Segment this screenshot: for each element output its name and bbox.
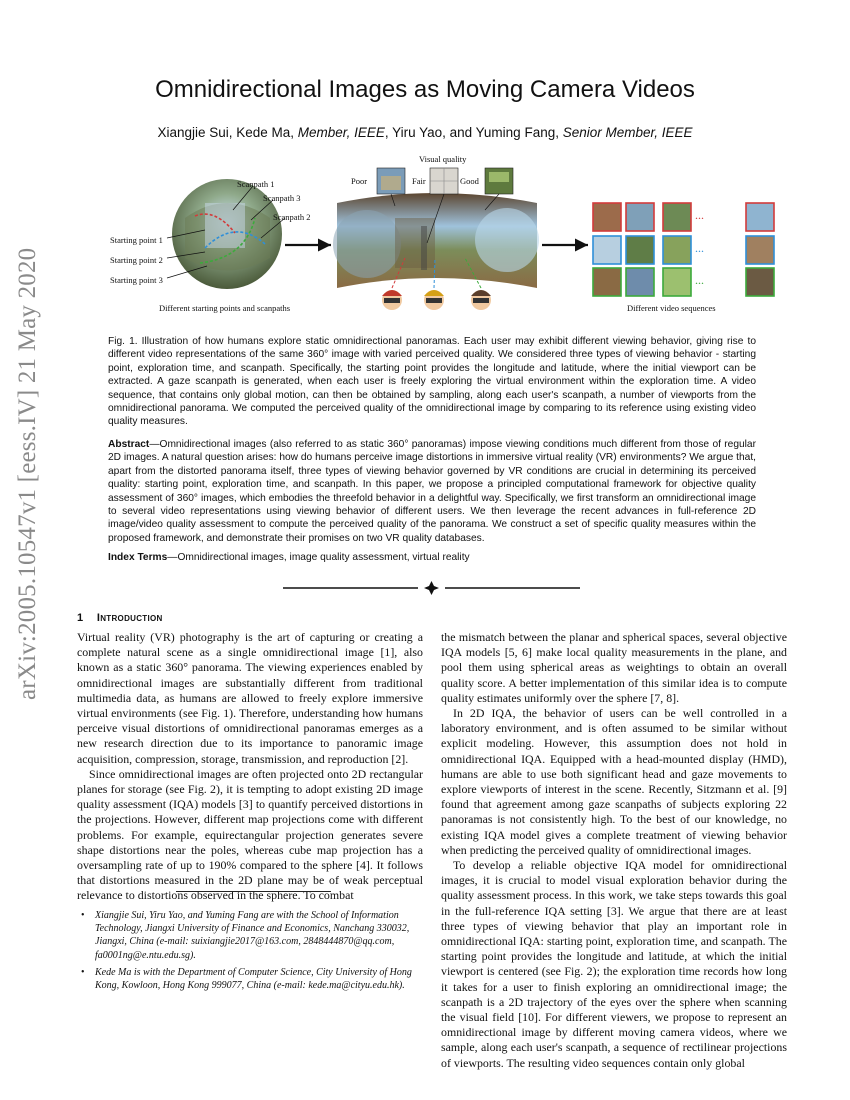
scanpath-3-label: Scanpath 3 <box>263 193 301 203</box>
left-paragraph-1: Virtual reality (VR) photography is the art of capturing or creating a complete natural scene as a single omnidirectional image [1], also known as a static 360° panorama. The viewing experiences enabled by omnidirectional images are substantially different from traditional multimedia data, as humans are allowed to freely explore immersive virtual environments (see Fig. 1). Therefore, understanding how humans perceive visual distortions of omnidirectional panoramas emerges as a new research direction due to its importance to panoramic image acquisition, compression, storage, transmission, and reproduction [2]. <box>77 630 423 766</box>
index-terms <box>108 552 756 563</box>
quality-fair-label: Fair <box>412 176 426 186</box>
footnote-1: • Xiangjie Sui, Yiru Yao, and Yuming Fang are with the School of Information Technology, Jiangxi University of Finance and Economics, Nanchang 330032, Jiangxi, China (e-mail: suixiangjie2017@163.com, 2848444870@qq.com, fa0001ng@e.ntu.edu.sg). <box>95 909 423 962</box>
right-paragraph-3: To develop a reliable objective IQA model for omnidirectional images, it is crucial to model visual exploration behavior during the quality assessment process. In this work, we take steps towards this goal in the full-reference IQA setting [3]. We argue that there are at least three types of viewing behavior that play an important role in omnidirectional IQA: starting point, exploration time, and scanpath. The starting point provides the longitude and latitude, at which the initial viewport is centered (see Fig. 2); the exploration time records how long it takes for a user to finish exploring an omnidirectional image; the scanpath is a 2D trajectory of the eyes over the sphere when scanning the visual field [10]. For different viewers, we propose to represent an omnidirectional image by different moving camera videos, where we sample, along each user's scanpath, a sequence of rectilinear projections of viewports. The resulting video sequences contain only global <box>441 858 787 1070</box>
section-heading <box>77 612 163 624</box>
ellipsis-blue: ... <box>695 241 704 255</box>
scanpath-1-label: Scanpath 1 <box>237 179 275 189</box>
visual-quality-label: Visual quality <box>419 154 467 164</box>
figure-1 <box>105 148 780 320</box>
authors-part2: , Yiru Yao, and Yuming Fang, <box>384 125 563 140</box>
starting-points-caption: Different starting points and scanpaths <box>159 303 291 313</box>
arxiv-side-stamp: arXiv:2005.10547v1 [eess.IV] 21 May 2020 <box>14 247 41 700</box>
left-column <box>77 630 423 904</box>
left-paragraph-2: Since omnidirectional images are often projected onto 2D rectangular planes for storage (see Fig. 2), it is tempting to adopt existing 2D image quality assessment (IQA) models [3] to quantify perceived distortions in the projections. However, different map projections come with different problems. For example, equirectangular projection generates severe shape distortions near the poles, whereas cube map projection has a oversampling rate of up to 190% compared to the sphere [4]. It follows that distortions measured in the 2D plane may be of weak perceptual relevance to distortions observed in the sphere. To combat <box>77 766 423 903</box>
abstract <box>108 438 756 545</box>
right-paragraph-1: the mismatch between the planar and spherical spaces, several objective IQA models [5, 6] make local quality measurements in the plane, and pool them using spherical areas as weightings to obtain an overall quality score. A better implementation of this similar idea is to compute quality estimates uniformly over the sphere [7, 8]. <box>441 630 787 705</box>
paper-title: Omnidirectional Images as Moving Camera Videos <box>155 76 695 103</box>
ma-role: Member, IEEE <box>297 125 385 140</box>
abstract-text: —Omnidirectional images (also referred to as static 360° panoramas) impose viewing conditions much different from those of regular 2D images. A natural question arises: how do humans perceive image distortions in immersive virtual reality (VR) environments? We argue that, apart from the distorted panorama itself, three types of viewing behavior governed by VR conditions are crucial in determining its perceived quality: starting point, exploration time, and scanpath. In this paper, we propose a principled computational framework for objective quality assessment of 360° images, which embodies the threefold behavior in a delightful way. Specifically, we first transform an omnidirectional image to several video representations using viewing behavior of different users. We then leverage the recent advances in full-reference 2D image/video quality assessment to compute the perceived quality of the panorama. We construct a set of specific quality measures within the proposed framework, and demonstrate their promises on two VR quality databases. <box>108 439 756 544</box>
fang-role: Senior Member, IEEE <box>562 125 693 140</box>
starting-point-3-label: Starting point 3 <box>110 275 163 285</box>
footnote-2: • Kede Ma is with the Department of Computer Science, City University of Hong Kong, Kowloon, Hong Kong 999077, China (e-mail: kede.ma@cityu.edu.hk). <box>95 966 423 992</box>
video-sequences-caption: Different video sequences <box>627 303 716 313</box>
footnotes <box>77 909 423 996</box>
ellipsis-red: ... <box>695 208 704 222</box>
quality-poor-label: Poor <box>351 176 368 186</box>
quality-good-label: Good <box>460 176 479 186</box>
starting-point-1-label: Starting point 1 <box>110 235 163 245</box>
scanpath-2-label: Scanpath 2 <box>273 212 311 222</box>
section-title: Introduction <box>96 612 163 624</box>
figure-caption: Fig. 1. Illustration of how humans explore static omnidirectional panoramas. Each user may exhibit different viewing behavior, giving rise to different video representations of the same 360° image with varied perceived quality. We considered three types of viewing behavior - starting point, exploration time, and scanpath. Specifically, the starting point provides the longitude and latitude, where the initial viewport can be extracted. A gaze scanpath is generated, when each user is freely exploring the virtual environment within the exploration time. A video sequence, that contains only global motion, can then be obtained by sampling, along each user's scanpath, a number of viewports from the omnidirectional panorama. We computed the perceived quality of the omnidirectional image by comparing to its reference using existing video quality measures. <box>108 336 756 428</box>
video-sequence-grid <box>593 203 774 296</box>
starting-point-2-label: Starting point 2 <box>110 255 163 265</box>
right-column <box>441 630 787 1071</box>
video-row-blue <box>593 236 774 264</box>
section-number: 1 <box>77 612 84 624</box>
authors-part1: Xiangjie Sui, Kede Ma, <box>157 125 298 140</box>
author-line <box>0 125 850 140</box>
section-divider <box>283 578 580 598</box>
figure-1-graphic <box>105 148 780 320</box>
abstract-label: Abstract <box>108 439 150 450</box>
warped-panorama <box>333 193 539 288</box>
video-row-green <box>593 268 774 296</box>
index-terms-label: Index Terms <box>108 552 168 563</box>
right-paragraph-2: In 2D IQA, the behavior of users can be well controlled in a laboratory environment, and is often assumed to be similar without explicit modeling. However, this assumption does not hold in omnidirectional IQA. Equipped with a head-mounted display (HMD), humans are able to use both significant head and gaze movements to explore viewports of interest in the scene. Recently, Sitzmann et al. [9] found that agreement among gaze scanpaths of subjects exploring 22 panoramas is not consistently high. To the best of our knowledge, no existing IQA model gives a complete treatment of viewing behavior when predicting the perceived quality of omnidirectional images. <box>441 706 787 857</box>
video-row-red <box>593 203 774 231</box>
footnote-rule <box>176 891 331 892</box>
ellipsis-green: ... <box>695 273 704 287</box>
index-terms-text: —Omnidirectional images, image quality assessment, virtual reality <box>167 552 470 563</box>
